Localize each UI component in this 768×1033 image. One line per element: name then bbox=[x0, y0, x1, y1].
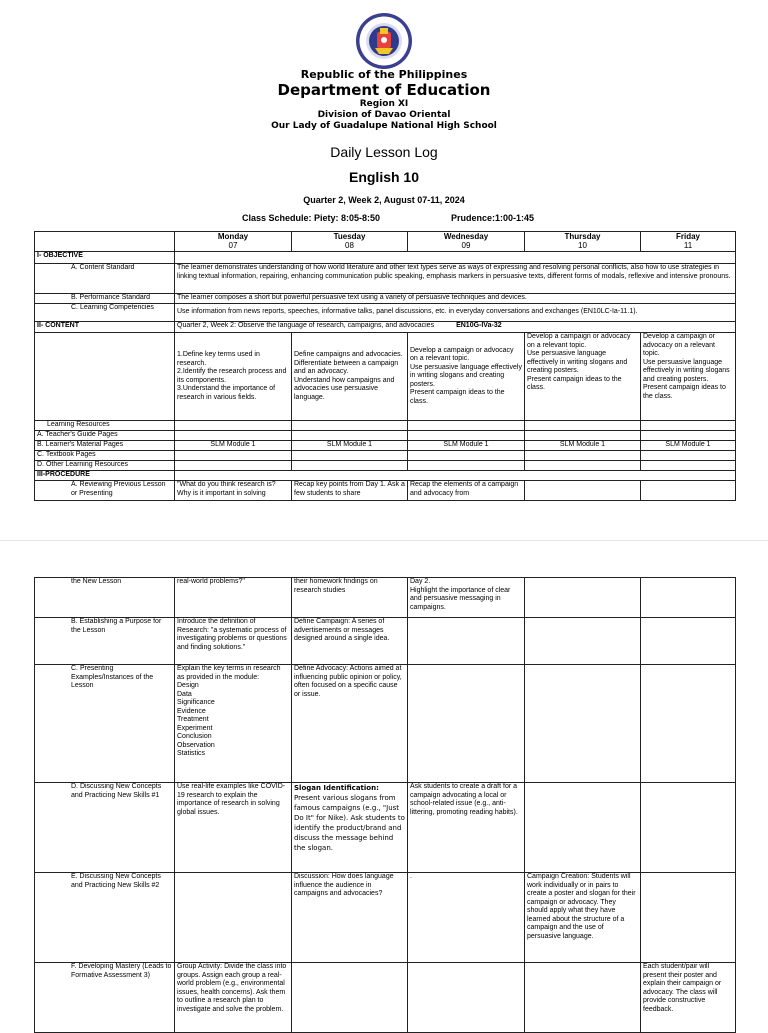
content-label: II- CONTENT bbox=[35, 322, 175, 333]
other-resources-row bbox=[35, 461, 736, 471]
performance-standard-text: The learner composes a short but powerful persuasive text using a variety of persuasive techniques and devices. bbox=[175, 294, 736, 304]
thursday-objective: Develop a campaign or advocacy on a relevant topic. Use persuasive language effectively in writing slogans and creating posters. Present campaign ideas to the class. bbox=[525, 333, 641, 421]
discussing-concepts-2-row bbox=[35, 873, 736, 963]
discussing-concepts-1-monday: Use real-life examples like COVID-19 research to explain the importance of research in solving global issues. bbox=[175, 783, 292, 873]
learners-material-thursday: SLM Module 1 bbox=[525, 441, 641, 451]
presenting-examples-label: C. Presenting Examples/Instances of the Lesson bbox=[35, 665, 175, 783]
monday-objective: 1.Define key terms used in research. 2.Identify the research process and its components. 3.Understand the importance of research in various fields. bbox=[175, 333, 292, 421]
content-code: EN10G-IVa-32 bbox=[456, 322, 502, 329]
day-header-row bbox=[35, 232, 736, 252]
subject-title: English 10 bbox=[348, 169, 420, 185]
day-date: 10 bbox=[578, 241, 587, 250]
developing-mastery-label: F. Developing Mastery (Leads to Formative Assessment 3) bbox=[35, 963, 175, 1033]
reviewing-label: A. Reviewing Previous Lesson or Presenting bbox=[35, 481, 175, 501]
discussing-concepts-2-label: E. Discussing New Concepts and Practicing New Skills #2 bbox=[35, 873, 175, 963]
day-date: 09 bbox=[461, 241, 471, 250]
teachers-guide-label: A. Teacher's Guide Pages bbox=[35, 431, 175, 441]
deped-seal-icon bbox=[355, 12, 413, 70]
procedure-label: III-PROCEDURE bbox=[35, 471, 175, 481]
learning-resources-row bbox=[35, 421, 736, 431]
discussing-concepts-2-wednesday: . bbox=[408, 873, 525, 963]
day-name: Monday bbox=[217, 232, 249, 241]
discussing-concepts-1-tuesday-cell bbox=[292, 783, 408, 873]
learners-material-friday: SLM Module 1 bbox=[641, 441, 736, 451]
presenting-examples-monday: Explain the key terms in research as provided in the module: Design Data Significance Evidence Treatment Experiment Conclusion Observation Statistics bbox=[175, 665, 292, 783]
content-standard-text: The learner demonstrates understanding of how world literature and other text types serve as ways of expressing and resolving personal conflicts, also how to use strategies in linking textual information, repairing, enhancing communication public speaking, emphasis markers in persuasive texts, different forms of modals, reflexive and intensive pronouns. bbox=[175, 264, 736, 294]
performance-standard-row bbox=[35, 294, 736, 304]
tuesday-objective: Define campaigns and advocacies. Differentiate between a campaign and an advocacy. Understand how campaigns and advocacies use persuasive language. bbox=[292, 333, 408, 421]
reviewing-monday: "What do you think research is? Why is it important in solving bbox=[175, 481, 292, 501]
reviewing-row-part2 bbox=[35, 578, 736, 618]
content-text: Quarter 2, Week 2: Observe the language of research, campaigns, and advocacies bbox=[177, 322, 435, 329]
objective-label: I- OBJECTIVE bbox=[35, 252, 175, 264]
reviewing-wednesday: Recap the elements of a campaign and advocacy from bbox=[408, 481, 525, 501]
content-standard-label: A. Content Standard bbox=[35, 264, 175, 294]
day-date: 07 bbox=[228, 241, 238, 250]
slogan-identification-title: Slogan Identification: bbox=[294, 784, 379, 792]
textbook-row bbox=[35, 451, 736, 461]
day-header-friday bbox=[641, 232, 736, 252]
developing-mastery-row bbox=[35, 963, 736, 1033]
document-title: Daily Lesson Log bbox=[330, 144, 438, 160]
content-text-cell bbox=[175, 322, 736, 333]
region-heading: Region XI bbox=[359, 99, 409, 109]
day-header-wednesday bbox=[408, 232, 525, 252]
textbook-label: C. Textbook Pages bbox=[35, 451, 175, 461]
day-name: Tuesday bbox=[333, 232, 366, 241]
performance-standard-label: B. Performance Standard bbox=[35, 294, 175, 304]
discussing-concepts-2-thursday: Campaign Creation: Students will work individually or in pairs to create a poster and slogan for their campaign or advocacy. They should apply what they have learned about the structure of a campaign and the use of persuasive language. bbox=[525, 873, 641, 963]
day-header-thursday bbox=[525, 232, 641, 252]
developing-mastery-monday: Group Activity: Divide the class into groups. Assign each group a real-world problem (e.g., environmental issues, health concerns). Ask them to outline a research plan to investigate and solve the problem. bbox=[175, 963, 292, 1033]
teachers-guide-row bbox=[35, 431, 736, 441]
learners-material-monday: SLM Module 1 bbox=[175, 441, 292, 451]
schedule-right: Prudence:1:00-1:45 bbox=[451, 213, 535, 223]
content-row bbox=[35, 322, 736, 333]
learning-resources-label: Learning Resources bbox=[35, 421, 175, 431]
purpose-row bbox=[35, 618, 736, 665]
reviewing-monday-cont: real-world problems?" bbox=[175, 578, 292, 618]
reviewing-tuesday: Recap key points from Day 1. Ask a few students to share bbox=[292, 481, 408, 501]
presenting-examples-tuesday: Define Advocacy: Actions aimed at influencing public opinion or policy, often focused on a specific cause or issue. bbox=[292, 665, 408, 783]
developing-mastery-friday: Each student/pair will present their poster and explain their campaign or advocacy. The class will provide constructive feedback. bbox=[641, 963, 736, 1033]
slogan-identification-text: Present various slogans from famous campaigns (e.g., "Just Do It" for Nike). Ask students to identify the product/brand and discuss the message behind the slogan. bbox=[294, 794, 405, 852]
friday-objective: Develop a campaign or advocacy on a relevant topic. Use persuasive language effectively in writing slogans and creating posters. Present campaign ideas to the class. bbox=[641, 333, 736, 421]
discussing-concepts-1-row bbox=[35, 783, 736, 873]
daily-objectives-row bbox=[35, 333, 736, 421]
learners-material-wednesday: SLM Module 1 bbox=[408, 441, 525, 451]
learners-material-label: B. Learner's Material Pages bbox=[35, 441, 175, 451]
purpose-monday: Introduce the definition of Research: "a systematic process of investigating problems or questions and finding solutions." bbox=[175, 618, 292, 665]
department-heading: Department of Education bbox=[277, 81, 491, 99]
discussing-concepts-2-tuesday: Discussion: How does language influence the audience in campaigns and advocacies? bbox=[292, 873, 408, 963]
schedule-left: Class Schedule: Piety: 8:05-8:50 bbox=[242, 213, 381, 223]
procedure-row bbox=[35, 471, 736, 481]
wednesday-objective: Develop a campaign or advocacy on a relevant topic. Use persuasive language effectively in writing slogans and creating posters. Present campaign ideas to the class. bbox=[408, 333, 525, 421]
reviewing-wednesday-cont: Day 2. Highlight the importance of clear and persuasive messaging in campaigns. bbox=[408, 578, 525, 618]
day-name: Thursday bbox=[564, 232, 601, 241]
reviewing-tuesday-cont: their homework findings on research studies bbox=[292, 578, 408, 618]
purpose-tuesday: Define Campaign: A series of advertisements or messages designed around a single idea. bbox=[292, 618, 408, 665]
learners-material-tuesday: SLM Module 1 bbox=[292, 441, 408, 451]
discussing-concepts-1-wednesday: Ask students to create a draft for a campaign advocating a local or school-related issue (e.g., anti-littering, promoting reading habits). bbox=[408, 783, 525, 873]
day-date: 08 bbox=[345, 241, 354, 250]
objective-row bbox=[35, 252, 736, 264]
quarter-week-line: Quarter 2, Week 2, August 07-11, 2024 bbox=[303, 195, 465, 205]
competencies-label: C. Learning Competencies bbox=[35, 304, 175, 322]
discussing-concepts-1-label: D. Discussing New Concepts and Practicing New Skills #1 bbox=[35, 783, 175, 873]
competencies-row bbox=[35, 304, 736, 322]
school-heading: Our Lady of Guadalupe National High School bbox=[271, 121, 497, 131]
competencies-text: Use information from news reports, speeches, informative talks, panel discussions, etc. in everyday conversations and exchanges (EN10LC-Ia-11.1). bbox=[175, 304, 736, 322]
day-header-monday bbox=[175, 232, 292, 252]
day-date: 11 bbox=[683, 241, 693, 250]
day-name: Friday bbox=[675, 232, 700, 241]
presenting-examples-row bbox=[35, 665, 736, 783]
day-header-tuesday bbox=[292, 232, 408, 252]
republic-heading: Republic of the Philippines bbox=[300, 68, 468, 81]
reviewing-label-cont: the New Lesson bbox=[35, 578, 175, 618]
division-heading: Division of Davao Oriental bbox=[317, 110, 451, 120]
purpose-label: B. Establishing a Purpose for the Lesson bbox=[35, 618, 175, 665]
lesson-log-table bbox=[34, 231, 736, 501]
reviewing-row-part1 bbox=[35, 481, 736, 501]
lesson-log-table-continued bbox=[34, 577, 736, 1033]
learners-material-row bbox=[35, 441, 736, 451]
content-standard-row bbox=[35, 264, 736, 294]
other-resources-label: D. Other Learning Resources bbox=[35, 461, 175, 471]
day-name: Wednesday bbox=[443, 232, 489, 241]
